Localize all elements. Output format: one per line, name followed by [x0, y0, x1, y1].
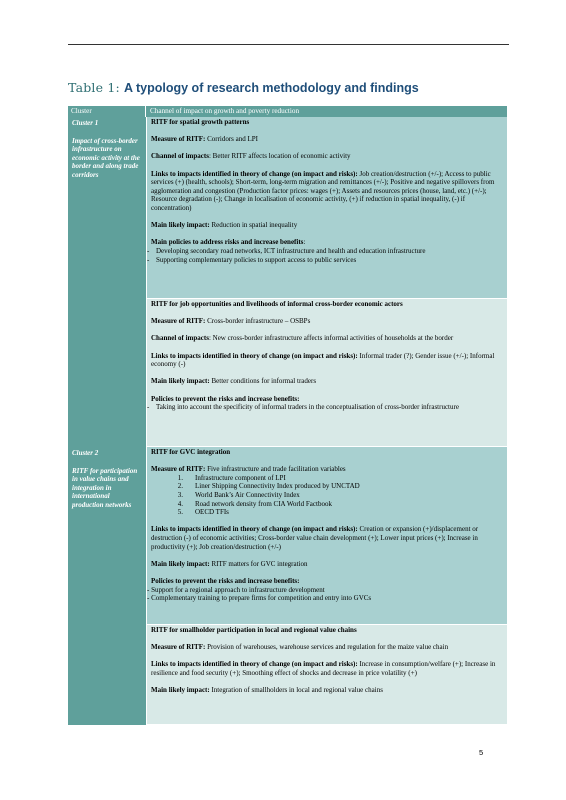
links-line: Links to impacts identified in theory of change (on impact and risks): Informal trader (?); Gender issue (+/-); Informal economy (-): [151, 351, 495, 369]
list-item: 3. World Bank’s Air Connectivity Index: [177, 490, 300, 499]
list-item: 4. Road network density from CIA World Factbook: [177, 499, 332, 508]
channel-block-smallholder: [147, 625, 507, 725]
cluster-name: Cluster 1: [72, 119, 99, 127]
policies-heading: Policies to prevent the risks and increase benefits:: [151, 576, 300, 585]
channel-line: Channel of impacts: Better RITF affects location of economic activity: [151, 152, 351, 161]
list-item: - Complementary training to prepare firms for competition and entry into GVCs: [147, 594, 372, 603]
links-line: Links to impacts identified in theory of change (on impact and risks): Creation or expansion (+)/displacement or destruction (-) of economic activities; Cross-border value chain development (+); Lower input prices (+); Increase in productivity (+); Job creation/destruction (+/-): [151, 525, 479, 551]
channel-block-gvc: [147, 447, 507, 625]
cluster-2-cell: [68, 447, 147, 725]
channel-title: RITF for spatial growth patterns: [151, 118, 250, 126]
table-label: Table 1:: [68, 80, 120, 95]
cluster-description: Impact of cross-border infrastructure on economic activity at the border and along trade corridors: [72, 136, 140, 179]
impact-line: Main likely impact: Reduction in spatial inequality: [151, 221, 298, 230]
links-line: Links to impacts identified in theory of change (on impact and risks): Increase in consumption/welfare (+); Increase in resilience and food security (+); Smoothing effect of shocks and decrease in price volatility (+): [151, 660, 496, 677]
list-item: - Supporting complementary policies to support access to public services: [147, 256, 503, 265]
channel-title: RITF for GVC integration: [151, 448, 231, 456]
measure-line: Measure of RITF: Corridors and LPI: [151, 135, 259, 144]
impact-line: Main likely impact: Better conditions for informal traders: [151, 377, 317, 386]
policies-list: [151, 247, 503, 264]
table-caption: [68, 79, 419, 97]
cluster-1-cell: [68, 117, 147, 447]
list-item: - Developing secondary road networks, ICT infrastructure and health and education infrastructure: [147, 247, 503, 256]
cluster-2-row: [68, 447, 507, 725]
channel-block-spatial-growth: [147, 117, 507, 299]
channel-title: RITF for smallholder participation in local and regional value chains: [151, 626, 357, 634]
header-rule: [68, 44, 509, 45]
table-header-row: [68, 106, 507, 117]
measure-line: Measure of RITF: Five infrastructure and trade facilitation variables: [151, 465, 346, 474]
list-item: - Taking into account the specificity of informal traders in the conceptualisation of cross-border infrastructure: [147, 403, 503, 412]
cluster-2-channels: [147, 447, 507, 725]
cluster-1-row: [68, 117, 507, 447]
policies-heading: Policies to prevent the risks and increase benefits:: [151, 394, 300, 403]
page-number: 5: [479, 748, 484, 757]
cluster-name: Cluster 2: [72, 449, 99, 457]
channel-title: RITF for job opportunities and livelihoods of informal cross-border economic actors: [151, 300, 403, 308]
typology-table: [68, 106, 507, 725]
list-item: 5. OECD TFIs: [177, 508, 229, 517]
links-line: Links to impacts identified in theory of change (on impact and risks): Job creation/destruction (+/-); Access to public services (+) (health, schools); Short-term, long-term migration and remittances (+/-); Positive and negative spillovers from agglomeration and congestion (Production factor prices: wages (+); Assets and resources prices (house, land, etc.) (+/-); Resource degradation (-); Change in localisation of economic activity, (+) if reduction in spatial inequality, (-) if concentration): [151, 169, 495, 212]
policies-list: [151, 403, 503, 412]
impact-line: Main likely impact: Integration of smallholders in local and regional value chains: [151, 686, 383, 695]
cluster-description: RITF for participation in value chains and integration in international production networks: [72, 466, 138, 509]
measure-line: Measure of RITF: Provision of warehouses, warehouse services and regulation for the maize value chain: [151, 643, 449, 652]
list-item: 1. Infrastructure component of LPI: [177, 473, 286, 482]
header-channel: Channel of impact on growth and poverty reduction: [150, 107, 300, 115]
list-item: 2. Liner Shipping Connectivity Index produced by UNCTAD: [177, 482, 360, 491]
table-title: A typology of research methodology and findings: [123, 81, 419, 95]
channel-line: Channel of impacts: New cross-border infrastructure affects informal activities of households at the border: [151, 334, 454, 343]
measure-line: Measure of RITF: Cross-border infrastructure – OSBPs: [151, 317, 311, 326]
policies-heading: Main policies to address risks and increase benefits:: [151, 238, 306, 247]
header-cluster: Cluster: [68, 106, 146, 117]
measure-list: [151, 474, 503, 517]
impact-line: Main likely impact: RITF matters for GVC integration: [151, 559, 308, 568]
channel-block-informal-actors: [147, 299, 507, 447]
list-item: - Support for a regional approach to infrastructure development: [147, 585, 325, 594]
cluster-1-channels: [147, 117, 507, 447]
